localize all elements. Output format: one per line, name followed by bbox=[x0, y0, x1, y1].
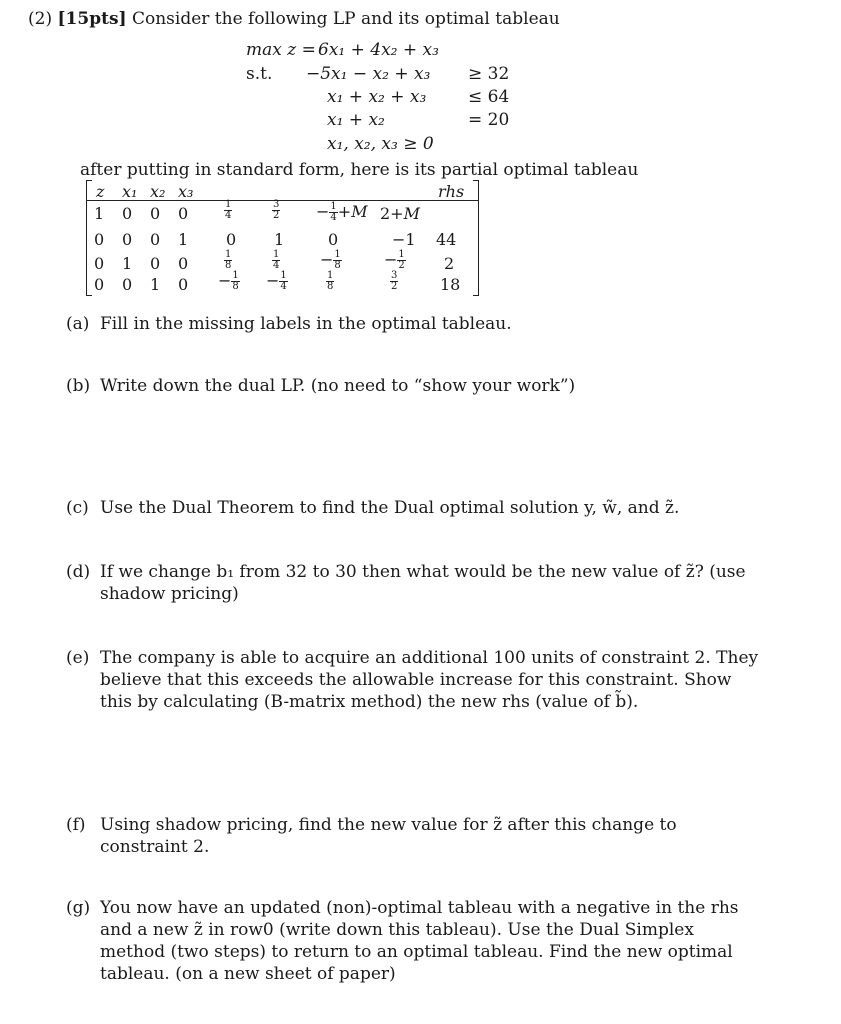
cell-r0-c8: 2+M bbox=[380, 204, 420, 223]
constraint-1-rhs: ≥ 32 bbox=[468, 64, 510, 84]
tableau-right-bracket bbox=[473, 180, 479, 296]
question-e bbox=[66, 647, 766, 715]
cell-r1-x1: 0 bbox=[122, 230, 133, 249]
cell-r3-z: 0 bbox=[94, 275, 105, 294]
problem-header bbox=[28, 9, 560, 29]
question-g bbox=[66, 897, 766, 989]
cell-r3-c7: $\frac{1}{8}$ bbox=[327, 270, 334, 292]
question-c-text: Use the Dual Theorem to find the Dual optimal solution y, w̃, and z̃. bbox=[100, 498, 680, 518]
cell-r1-x2: 0 bbox=[150, 230, 161, 249]
nonnegativity: x₁, x₂, x₃ ≥ 0 bbox=[327, 134, 434, 154]
question-c-label: (c) bbox=[66, 498, 89, 518]
question-g-text: You now have an updated (non)-optimal tableau with a negative in the rhs and a new z̃ in row0 (write down this tableau). Use the Dual Simplex method (two steps) to return to an optimal tableau. Find the new optimal tableau. (on a new sheet of paper) bbox=[100, 898, 739, 984]
cell-r0-x2: 0 bbox=[150, 204, 161, 223]
cell-r2-c7: − $\frac{1}{8}$ bbox=[320, 249, 341, 271]
objective-expression: 6x₁ + 4x₂ + x₃ bbox=[318, 40, 439, 60]
cell-r3-c6: − $\frac{1}{4}$ bbox=[266, 270, 287, 292]
question-a-text: Fill in the missing labels in the optimal tableau. bbox=[100, 314, 512, 334]
cell-r2-rhs: 2 bbox=[444, 254, 455, 273]
cell-r1-x3: 1 bbox=[178, 230, 189, 249]
cell-r3-x1: 0 bbox=[122, 275, 133, 294]
cell-r2-c8: − $\frac{1}{2}$ bbox=[384, 249, 405, 271]
question-f-label: (f) bbox=[66, 815, 86, 835]
question-c bbox=[66, 497, 766, 521]
problem-intro: Consider the following LP and its optimal tableau bbox=[131, 9, 560, 29]
question-f-text: Using shadow pricing, find the new value for z̃ after this change to constraint 2. bbox=[100, 815, 677, 857]
cell-r3-x2: 1 bbox=[150, 275, 161, 294]
question-e-text: The company is able to acquire an additional 100 units of constraint 2. They believe that this exceeds the allowable increase for this constraint. Show this by calculating (B-matrix method) the new rhs (value of b̃). bbox=[100, 648, 759, 712]
problem-number: (2) bbox=[28, 9, 53, 29]
cell-r0-c6: $\frac{3}{2}$ bbox=[273, 199, 280, 221]
constraint-3-rhs: = 20 bbox=[468, 110, 510, 130]
cell-r3-rhs: 18 bbox=[440, 275, 461, 294]
cell-r3-c8: $\frac{3}{2}$ bbox=[391, 270, 398, 292]
cell-r2-x3: 0 bbox=[178, 254, 189, 273]
constraint-2-lhs: x₁ + x₂ + x₃ bbox=[327, 87, 427, 107]
cell-r1-rhs: 44 bbox=[436, 230, 457, 249]
cell-r2-z: 0 bbox=[94, 254, 105, 273]
header-x3: x₃ bbox=[178, 182, 194, 201]
header-rhs: rhs bbox=[438, 182, 465, 201]
constraint-1-lhs: −5x₁ − x₂ + x₃ bbox=[306, 64, 431, 84]
tableau-caption: after putting in standard form, here is its partial optimal tableau bbox=[80, 160, 639, 180]
header-x1: x₁ bbox=[122, 182, 138, 201]
question-b-label: (b) bbox=[66, 376, 91, 396]
tableau-header-rule bbox=[86, 200, 479, 201]
question-g-label: (g) bbox=[66, 898, 91, 918]
cell-r0-c7: − $\frac{1}{4}$ +M bbox=[316, 201, 368, 223]
cell-r2-c5: $\frac{1}{8}$ bbox=[225, 249, 232, 271]
st-label: s.t. bbox=[246, 64, 273, 84]
constraint-2-rhs: ≤ 64 bbox=[468, 87, 510, 107]
cell-r1-c8: −1 bbox=[392, 230, 416, 249]
cell-r0-x1: 0 bbox=[122, 204, 133, 223]
cell-r1-z: 0 bbox=[94, 230, 105, 249]
objective-label: max z = bbox=[246, 40, 316, 60]
cell-r3-c5: − $\frac{1}{8}$ bbox=[218, 270, 239, 292]
question-e-label: (e) bbox=[66, 648, 90, 668]
question-f bbox=[66, 814, 766, 857]
question-b-text: Write down the dual LP. (no need to “show your work”) bbox=[100, 376, 576, 396]
cell-r2-x2: 0 bbox=[150, 254, 161, 273]
question-d-text: If we change b₁ from 32 to 30 then what would be the new value of z̃? (use shadow pricing) bbox=[100, 562, 746, 604]
question-a bbox=[66, 313, 766, 337]
cell-r3-x3: 0 bbox=[178, 275, 189, 294]
cell-r1-c6: 1 bbox=[274, 230, 285, 249]
question-d bbox=[66, 561, 766, 607]
constraint-3-lhs: x₁ + x₂ bbox=[327, 110, 385, 130]
header-x2: x₂ bbox=[150, 182, 166, 201]
cell-r1-c5: 0 bbox=[226, 230, 237, 249]
question-a-label: (a) bbox=[66, 314, 90, 334]
cell-r2-c6: $\frac{1}{4}$ bbox=[273, 249, 280, 271]
question-d-label: (d) bbox=[66, 562, 91, 582]
cell-r0-c5: $\frac{1}{4}$ bbox=[225, 199, 232, 221]
optimal-tableau bbox=[86, 180, 479, 296]
cell-r0-x3: 0 bbox=[178, 204, 189, 223]
cell-r1-c7: 0 bbox=[328, 230, 339, 249]
cell-r0-z: 1 bbox=[94, 204, 105, 223]
cell-r2-x1: 1 bbox=[122, 254, 133, 273]
question-b bbox=[66, 375, 766, 399]
header-z: z bbox=[96, 182, 105, 201]
problem-points: [15pts] bbox=[57, 9, 127, 29]
